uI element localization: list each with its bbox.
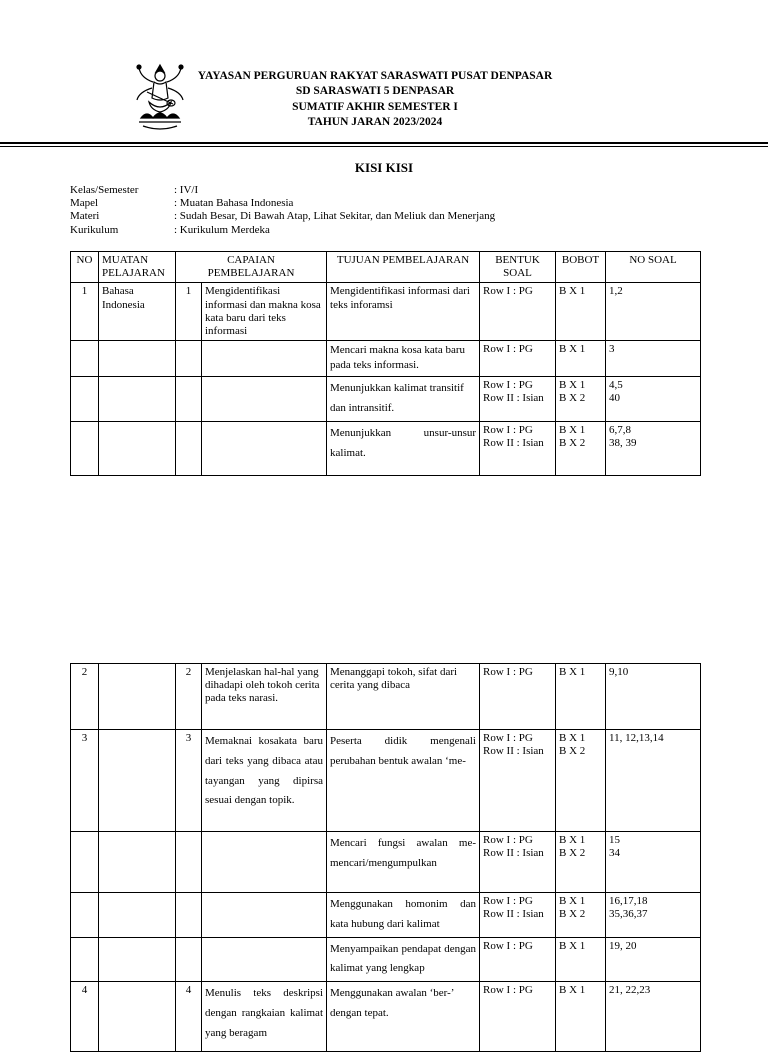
cell-bentuk: Row I : PG Row II : Isian — [480, 377, 556, 422]
cell-no — [71, 421, 99, 475]
cell-capaian — [202, 937, 327, 982]
cell-nosoal: 4,5 40 — [606, 377, 701, 422]
kisi-table-part-1 — [70, 251, 701, 476]
cell-cp-no — [176, 893, 202, 938]
meta-label: Materi — [70, 210, 100, 223]
header-bentuk: BENTUK SOAL — [480, 252, 556, 283]
academic-year: TAHUN JARAN 2023/2024 — [307, 115, 443, 128]
meta-row-kelas — [70, 184, 495, 197]
cell-nosoal: 21, 22,23 — [606, 982, 701, 1052]
cell-tujuan: Mencari fungsi awalan me- mencari/mengumpulkan — [327, 832, 480, 893]
cell-muatan — [99, 832, 176, 893]
exam-name: SUMATIF AKHIR SEMESTER I — [292, 100, 458, 113]
cell-tujuan: Menggunakan homonim dan kata hubung dari kalimat — [327, 893, 480, 938]
table-row — [71, 341, 701, 377]
cell-cp-no — [176, 937, 202, 982]
cell-cp-no: 4 — [176, 982, 202, 1052]
table-row — [71, 421, 701, 475]
cell-muatan — [99, 982, 176, 1052]
document-title: KISI KISI — [354, 160, 414, 175]
cell-bentuk: Row I : PG — [480, 283, 556, 341]
meta-label: Kelas/Semester — [70, 184, 139, 196]
cell-bentuk: Row I : PG Row II : Isian — [480, 893, 556, 938]
header-tujuan: TUJUAN PEMBELAJARAN — [327, 252, 480, 283]
table-row — [71, 283, 701, 341]
cell-muatan — [99, 893, 176, 938]
cell-bobot: B X 1 — [556, 937, 606, 982]
cell-muatan: Bahasa Indonesia — [99, 283, 176, 341]
header-divider-thin — [0, 146, 768, 147]
table-row — [71, 664, 701, 730]
meta-row-kurikulum — [70, 224, 495, 237]
meta-label: Mapel — [70, 197, 99, 210]
cell-no: 1 — [71, 283, 99, 341]
cell-bobot: B X 1 — [556, 664, 606, 730]
cell-capaian: Menulis teks deskripsi dengan rangkaian kalimat yang beragam — [202, 982, 327, 1052]
header-muatan: MUATAN PELAJARAN — [99, 252, 176, 283]
cell-capaian — [202, 341, 327, 377]
cell-bobot: B X 1 B X 2 — [556, 421, 606, 475]
meta-value: : Kurikulum Merdeka — [174, 223, 270, 236]
header-nosoal: NO SOAL — [606, 252, 701, 283]
cell-cp-no: 3 — [176, 730, 202, 832]
table-row — [71, 730, 701, 832]
cell-bobot: B X 1 — [556, 341, 606, 377]
cell-muatan — [99, 341, 176, 377]
cell-no — [71, 937, 99, 982]
cell-cp-no — [176, 341, 202, 377]
cell-bentuk: Row I : PG — [480, 982, 556, 1052]
cell-tujuan: Menyampaikan pendapat dengan kalimat yang lengkap — [327, 937, 480, 982]
cell-bentuk: Row I : PG — [480, 664, 556, 730]
cell-tujuan: Mengidentifikasi informasi dari teks inforamsi — [327, 283, 480, 341]
meta-label: Kurikulum — [70, 223, 119, 236]
cell-no: 4 — [71, 982, 99, 1052]
table-row — [71, 377, 701, 422]
cell-cp-no — [176, 377, 202, 422]
cell-capaian — [202, 893, 327, 938]
cell-muatan — [99, 730, 176, 832]
table-row — [71, 982, 701, 1052]
cell-muatan — [99, 377, 176, 422]
cell-nosoal: 11, 12,13,14 — [606, 730, 701, 832]
letterhead — [0, 60, 768, 140]
meta-row-mapel — [70, 197, 495, 210]
table-header-row — [71, 252, 701, 283]
cell-bentuk: Row I : PG Row II : Isian — [480, 832, 556, 893]
cell-bobot: B X 1 — [556, 283, 606, 341]
cell-nosoal: 3 — [606, 341, 701, 377]
cell-bobot: B X 1 — [556, 982, 606, 1052]
cell-no — [71, 341, 99, 377]
cell-tujuan: Mencari makna kosa kata baru pada teks informasi. — [327, 341, 480, 377]
cell-bentuk: Row I : PG Row II : Isian — [480, 730, 556, 832]
cell-tujuan: Menunjukkan unsur-unsur kalimat. — [327, 421, 480, 475]
saraswati-emblem-icon — [133, 62, 187, 132]
cell-nosoal: 9,10 — [606, 664, 701, 730]
document-meta — [70, 184, 495, 237]
meta-value: : Muatan Bahasa Indonesia — [174, 197, 294, 210]
header-capaian: CAPAIAN PEMBELAJARAN — [176, 252, 327, 283]
cell-muatan — [99, 421, 176, 475]
cell-bentuk: Row I : PG — [480, 937, 556, 982]
foundation-name: YAYASAN PERGURUAN RAKYAT SARASWATI PUSAT DENPASAR — [197, 70, 553, 82]
cell-no — [71, 893, 99, 938]
cell-muatan — [99, 664, 176, 730]
cell-tujuan: Menunjukkan kalimat transitif dan intransitif. — [327, 377, 480, 422]
table-row — [71, 832, 701, 893]
cell-nosoal: 19, 20 — [606, 937, 701, 982]
cell-bobot: B X 1 B X 2 — [556, 832, 606, 893]
cell-nosoal: 16,17,18 35,36,37 — [606, 893, 701, 938]
cell-tujuan: Menanggapi tokoh, sifat dari cerita yang dibaca — [327, 664, 480, 730]
cell-muatan — [99, 937, 176, 982]
cell-cp-no: 1 — [176, 283, 202, 341]
cell-cp-no — [176, 832, 202, 893]
cell-tujuan: Menggunakan awalan ‘ber-’ dengan tepat. — [327, 982, 480, 1052]
cell-nosoal: 1,2 — [606, 283, 701, 341]
header-bobot: BOBOT — [556, 252, 606, 283]
cell-no: 2 — [71, 664, 99, 730]
school-name: SD SARASWATI 5 DENPASAR — [295, 85, 455, 98]
cell-capaian — [202, 377, 327, 422]
cell-nosoal: 15 34 — [606, 832, 701, 893]
cell-bobot: B X 1 B X 2 — [556, 377, 606, 422]
cell-bobot: B X 1 B X 2 — [556, 730, 606, 832]
header-text — [185, 69, 565, 130]
cell-bobot: B X 1 B X 2 — [556, 893, 606, 938]
cell-no: 3 — [71, 730, 99, 832]
cell-capaian: Mengidentifikasi informasi dan makna kosa kata baru dari teks informasi — [202, 283, 327, 341]
cell-bentuk: Row I : PG — [480, 341, 556, 377]
meta-row-materi — [70, 210, 495, 223]
cell-capaian: Memaknai kosakata baru dari teks yang dibaca atau tayangan yang dipirsa sesuai dengan topik. — [202, 730, 327, 832]
cell-no — [71, 377, 99, 422]
table-row — [71, 893, 701, 938]
cell-no — [71, 832, 99, 893]
meta-value: : IV/I — [174, 184, 199, 196]
cell-bentuk: Row I : PG Row II : Isian — [480, 421, 556, 475]
meta-value: : Sudah Besar, Di Bawah Atap, Lihat Sekitar, dan Meliuk dan Menerjang — [174, 210, 496, 223]
cell-cp-no: 2 — [176, 664, 202, 730]
header-divider-thick — [0, 142, 768, 144]
cell-capaian — [202, 421, 327, 475]
cell-tujuan: Peserta didik mengenali perubahan bentuk awalan ‘me- — [327, 730, 480, 832]
cell-nosoal: 6,7,8 38, 39 — [606, 421, 701, 475]
cell-cp-no — [176, 421, 202, 475]
table-row — [71, 937, 701, 982]
kisi-table-part-2 — [70, 663, 701, 1052]
cell-capaian: Menjelaskan hal-hal yang dihadapi oleh tokoh cerita pada teks narasi. — [202, 664, 327, 730]
header-no: NO — [71, 252, 99, 283]
cell-capaian — [202, 832, 327, 893]
